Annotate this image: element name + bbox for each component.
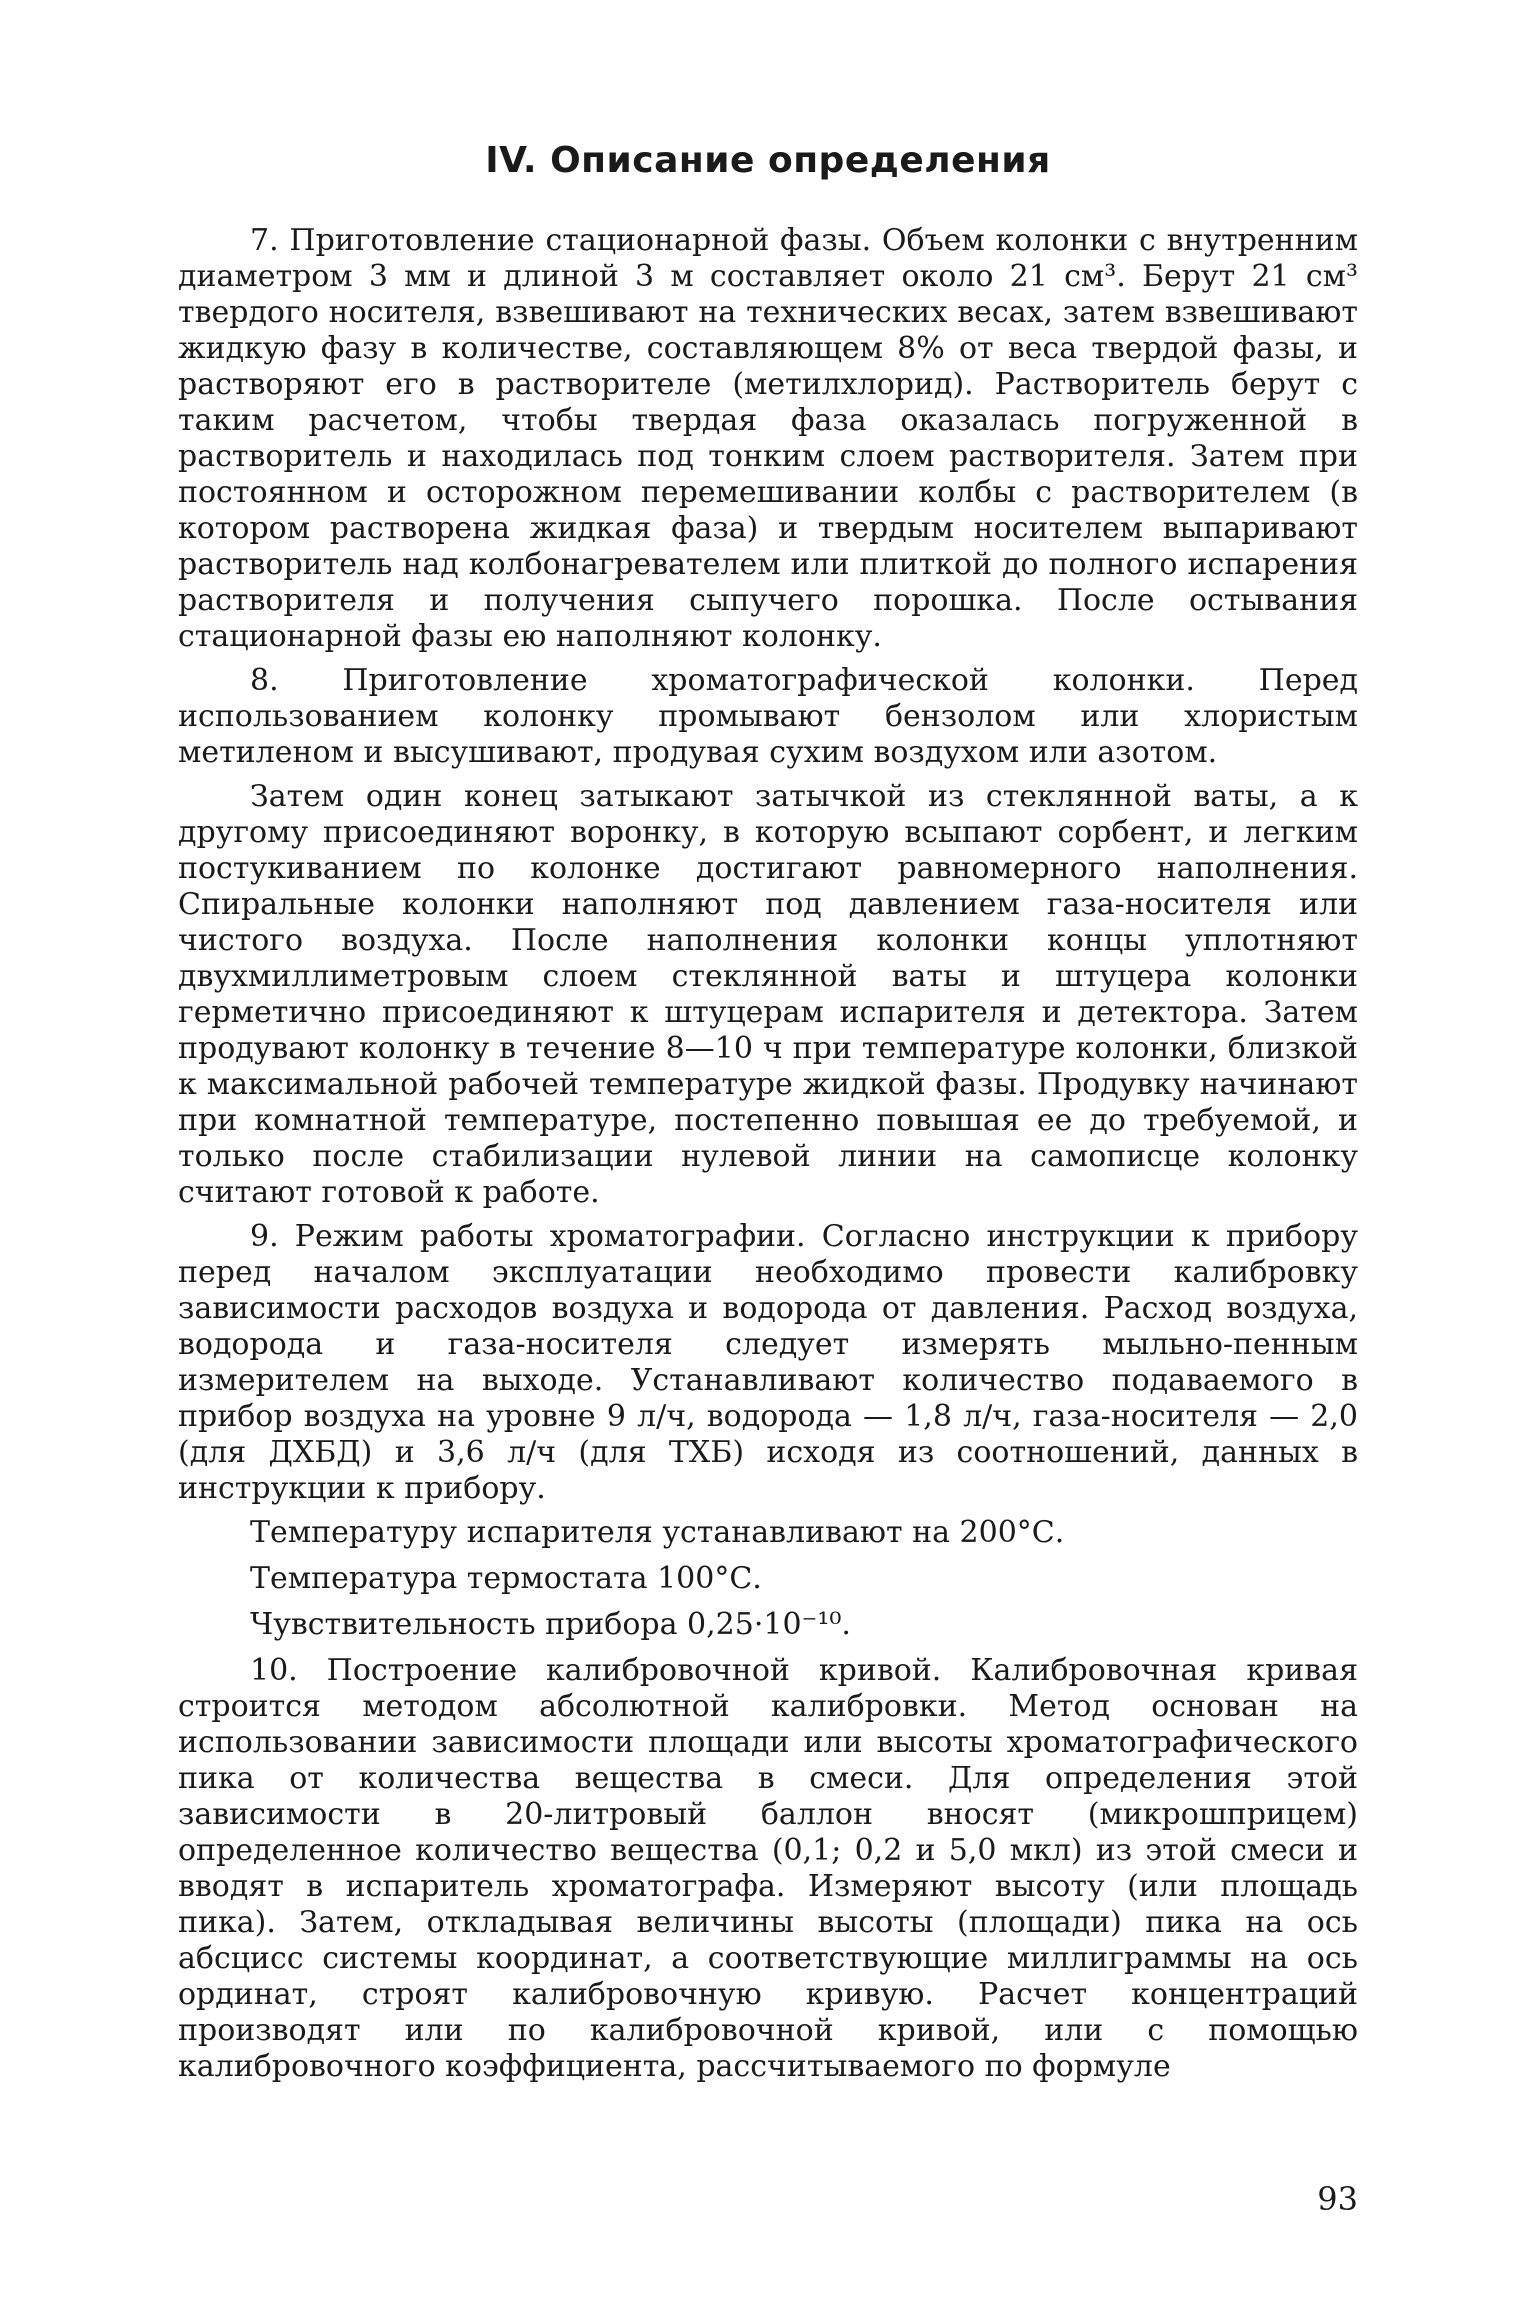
- paragraph-thermostat-temperature: Температура термостата 100°С.: [250, 1561, 762, 1596]
- paragraph-stationary-phase: 7. Приготовление стационарной фазы. Объем колонки с внутренним диаметром 3 мм и длиной 3 м составляет около 21 см³. Берут 21 см³ твердого носителя, взвешивают на технических весах, затем взвешивают жидкую фазу в количестве, составляющем 8% от веса твердой фазы, и растворяют его в растворителе (метилхлорид). Растворитель берут с таким расчетом, чтобы твердая фаза оказалась погруженной в растворитель и находилась под тонким слоем растворителя. Затем при постоянном и осторожном перемешивании колбы с растворителем (в котором растворена жидкая фаза) и твердым носителем выпаривают растворитель над колбонагревателем или плиткой до полного испарения растворителя и получения сыпучего порошка. После остывания стационарной фазы ею наполняют колонку.: [178, 223, 1358, 654]
- paragraph-sensitivity: Чувствительность прибора 0,25·10⁻¹⁰.: [250, 1607, 851, 1642]
- section-heading: IV. Описание определения: [485, 140, 1051, 181]
- paragraph-operating-mode: 9. Режим работы хроматографии. Согласно инструкции к прибору перед началом эксплуатации необходимо провести калибровку зависимости расходов воздуха и водорода от давления. Расход воздуха, водорода и газа-носителя следует измерять мыльно-пенным измерителем на выходе. Устанавливают количество подаваемого в прибор воздуха на уровне 9 л/ч, водорода — 1,8 л/ч, газа-носителя — 2,0 (для ДХБД) и 3,6 л/ч (для ТХБ) исходя из соотношений, данных в инструкции к прибору.: [178, 1219, 1358, 1506]
- paragraph-column-preparation: 8. Приготовление хроматографической колонки. Перед использованием колонку промывают бензолом или хлористым метиленом и высушивают, продувая сухим воздухом или азотом.: [178, 663, 1358, 770]
- paragraph-column-filling: Затем один конец затыкают затычкой из стеклянной ваты, а к другому присоединяют воронку, в которую всыпают сорбент, и легким постукиванием по колонке достигают равномерного наполнения. Спиральные колонки наполняют под давлением газа-носителя или чистого воздуха. После наполнения колонки концы уплотняют двухмиллиметровым слоем стеклянной ваты и штуцера колонки герметично присоединяют к штуцерам испарителя и детектора. Затем продувают колонку в течение 8—10 ч при температуре колонки, близкой к максимальной рабочей температуре жидкой фазы. Продувку начинают при комнатной температуре, постепенно повышая ее до требуемой, и только после стабилизации нулевой линии на самописце колонку считают готовой к работе.: [178, 779, 1358, 1210]
- paragraph-evaporator-temperature: Температуру испарителя устанавливают на 200°С.: [250, 1515, 1065, 1550]
- document-page: [178, 140, 1358, 2260]
- paragraph-calibration-curve: 10. Построение калибровочной кривой. Калибровочная кривая строится методом абсолютной калибровки. Метод основан на использовании зависимости площади или высоты хроматографического пика от количества вещества в смеси. Для определения этой зависимости в 20-литровый баллон вносят (микрошприцем) определенное количество вещества (0,1; 0,2 и 5,0 мкл) из этой смеси и вводят в испаритель хроматографа. Измеряют высоту (или площадь пика). Затем, откладывая величины высоты (площади) пика на ось абсцисс системы координат, а соответствующие миллиграммы на ось ординат, строят калибровочную кривую. Расчет концентраций производят или по калибровочной кривой, или с помощью калибровочного коэффициента, рассчитываемого по формуле: [178, 1653, 1358, 2084]
- page-number: 93: [1317, 2180, 1358, 2218]
